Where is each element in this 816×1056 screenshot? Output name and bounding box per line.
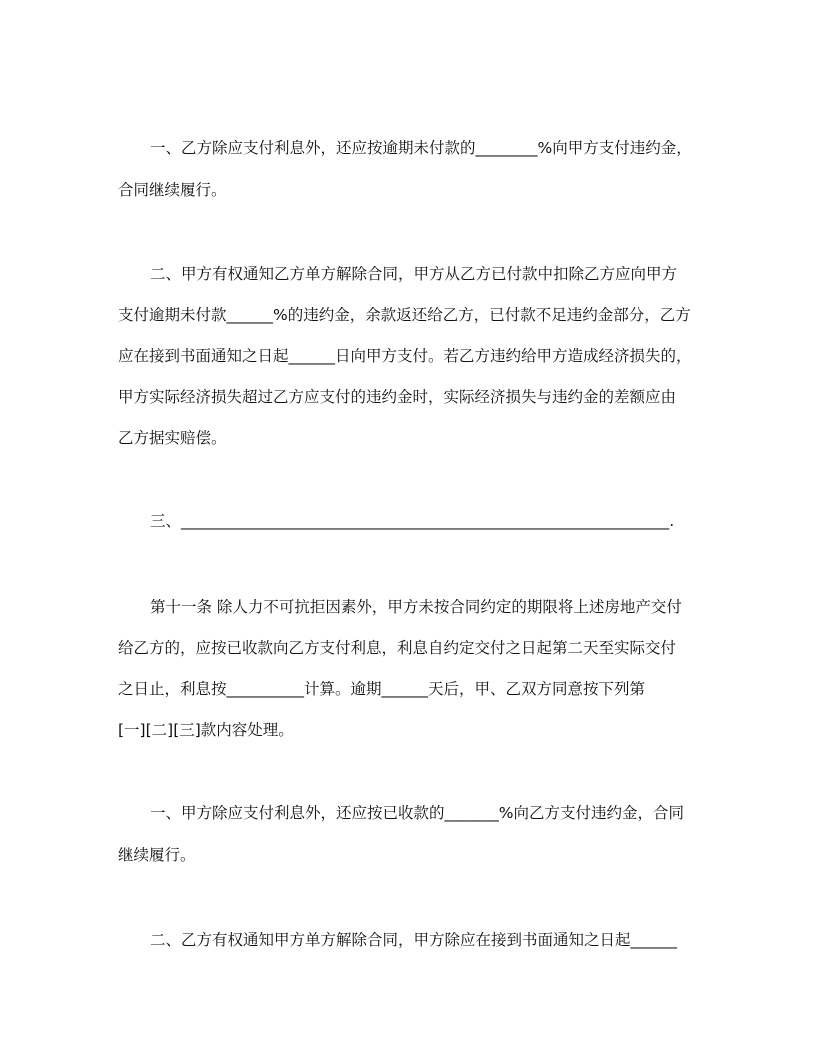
article-11-line-3: 之日止，利息按__________计算。逾期______天后，甲、乙双方同意按下列第 [118,680,646,698]
paragraph-2-line-1: 二、甲方有权通知乙方单方解除合同，甲方从乙方已付款中扣除乙方应向甲方 [150,265,678,283]
article-11-line-2: 给乙方的，应按已收款向乙方支付利息，利息自约定交付之日起第二天至实际交付 [118,639,677,657]
paragraph-5-line-1: 一、甲方除应支付利息外，还应按已收款的_______%向乙方支付违约金，合同 [150,804,684,822]
paragraph-1-line-1: 一、乙方除应支付利息外，还应按逾期未付款的________%向甲方支付违约金， [150,139,692,157]
paragraph-2-line-3: 应在接到书面通知之日起______日向甲方支付。若乙方违约给甲方造成经济损失的， [118,347,692,365]
paragraph-5-line-2: 继续履行。 [118,846,196,864]
article-11-line-4: [一][二][三]款内容处理。 [118,721,294,739]
paragraph-2-line-2: 支付逾期未付款______%的违约金，余款返还给乙方，已付款不足违约金部分，乙方 [118,306,691,324]
paragraph-2-line-5: 乙方据实赔偿。 [118,429,227,447]
paragraph-1-line-2: 合同继续履行。 [118,181,227,199]
paragraph-3-line-1: 三、_______________________________________________________________. [150,512,675,530]
paragraph-2-line-4: 甲方实际经济损失超过乙方应支付的违约金时，实际经济损失与违约金的差额应由 [118,388,677,406]
article-11-line-1: 第十一条 除人力不可抗拒因素外，甲方未按合同约定的期限将上述房地产交付 [150,598,682,616]
paragraph-6-line-1: 二、乙方有权通知甲方单方解除合同，甲方除应在接到书面通知之日起______ [150,931,678,949]
